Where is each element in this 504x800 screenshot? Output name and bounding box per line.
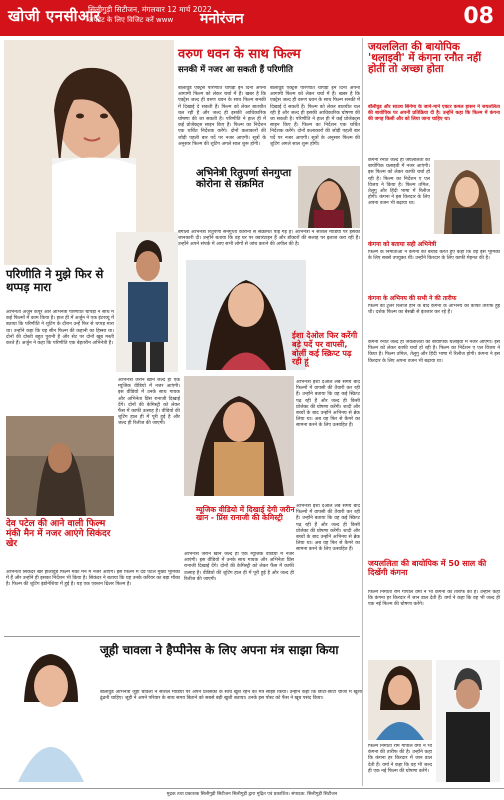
kangana-subhead-1: कंगना को बताया सही अभिनेत्री bbox=[368, 241, 437, 248]
juhi-headline: जूही चावला ने हैप्पीनेस के लिए अपना मंत्र साझा किया bbox=[100, 643, 339, 657]
kangana-body-3: फिल्म का ट्रेलर रिलीज होने के बाद कंगना के अभिनय की काफी तारीफ हुई थी। दर्शक फिल्म का बेसब्री से इंतजार कर रहे हैं। bbox=[368, 304, 500, 316]
dev-body: अभिनेता सिकंदर खेर हॉलीवुड फिल्म मंकी मैन में नजर आएंगे। इस फिल्म में देव पटेल मुख्य भूमिका में हैं और उन्होंने ही इसका निर्देशन भी किया है। सिकंदर ने बताया कि यह उनके करियर का बड़ा मौका है। फिल्म की शूटिंग इंडोनेशिया में हुई है। यह एक एक्शन थ्रिलर फिल्म है। bbox=[6, 570, 180, 588]
kangana-subhead-2: कंगना के अभिनय की सभी ने की तारीफ bbox=[368, 295, 457, 302]
video-photo bbox=[184, 376, 294, 496]
masthead-logo: खोजी एनसीआर bbox=[8, 7, 101, 25]
juhi-body: बॉलीवुड अभिनेत्री जूही चावला ने सोशल मीडिया पर अपने प्रशंसकों के साथ खुश रहने का मंत्र साझा किया। उन्होंने कहा कि छोटी-छोटी चीजों में खुशी ढूंढनी चाहिए। जूही ने अपने परिवार के साथ समय बिताने को सबसे बड़ी खुशी बताया। उनके इस पोस्ट को फैंस ने खूब पसंद किया। bbox=[100, 690, 362, 702]
ritupurna-body: बंगाली अभिनेत्री रितुपर्णा सेनगुप्ता कोरोना से संक्रमित पाई गई हैं। अभिनेत्री ने सोशल मीडिया पर इसकी जानकारी दी। उन्होंने बताया कि वह घर पर क्वारंटाइन हैं और डॉक्टरों की सलाह पर इलाज करा रही हैं। उन्होंने अपने संपर्क में आए सभी लोगों से जांच कराने की अपील की है। bbox=[178, 230, 360, 248]
esha-photo bbox=[186, 260, 306, 370]
video-body: अभिनेत्री जरीन खान जल्द ही एक म्यूजिक वीडियो में नजर आएंगी। इस वीडियो में उनके साथ गायक और अभिनेता प्रिंस रानाजी दिखाई देंगे। दोनों की केमिस्ट्री को लेकर फैंस में काफी उत्साह है। वीडियो की शूटिंग हाल ही में पूरी हुई है और जल्द ही रिलीज की जाएगी। bbox=[184, 552, 294, 582]
footer-imprint: मुद्रक तथा प्रकाशक सिलीगुड़ी सिटीजन सिलीगुड़ी द्वारा मुद्रित एवं प्रकाशित। संपादक: सिलीगुड़ी सिटीजन bbox=[0, 788, 504, 800]
varun-headline-line1: वरुण धवन के साथ फिल्म bbox=[178, 47, 301, 62]
varun-body-2: बॉलीवुड एक्ट्रेस परिणीति चोपड़ा इन दिनों अपनी आगामी फिल्म को लेकर चर्चा में हैं। खबर है कि एक्ट्रेस जल्द ही वरुण धवन के साथ फिल्म सनकी में दिखाई दे सकती हैं। फिल्म को लेकर बातचीत चल रही है और जल्द ही इसकी आधिकारिक घोषणा की जा सकती है। परिणीति ने हाल ही में कई प्रोजेक्ट्स साइन किए हैं। फिल्म का निर्देशन एक चर्चित निर्देशक करेंगे। दोनों कलाकारों की जोड़ी पहली बार पर्दे पर नजर आएगी। सूत्रों के अनुसार फिल्म की शूटिंग अगले साल शुरू होगी। bbox=[270, 86, 360, 147]
section-title: मनोरंजन bbox=[200, 11, 244, 27]
juhi-photo bbox=[6, 642, 96, 782]
dev-headline: देव पटेल की आने वाली फिल्म मंकी मैन में नजर आएंगे सिकंदर खेर bbox=[6, 519, 111, 549]
kangana-body-2: फिल्म के निर्माताओं ने कंगना का बचाव करते हुए कहा कि वह इस भूमिका के लिए सबसे उपयुक्त थीं। उन्होंने किरदार के लिए काफी मेहनत की है। bbox=[368, 250, 500, 262]
ritupurna-photo bbox=[298, 166, 360, 228]
ritupurna-headline: अभिनेत्री रितुपर्णा सेनगुप्ता कोरोना से संक्रमित bbox=[196, 168, 292, 190]
kangana-lead: बॉलीवुड और साउथ सिनेमा के जाने-माने एक्टर कमल हासन ने जयललिता की बायोपिक पर अपनी प्रतिक्रिया दी है। उन्होंने कहा कि फिल्म में कंगना की जगह किसी और को लिया जाना चाहिए था। bbox=[368, 104, 500, 123]
dev-photo bbox=[6, 416, 114, 516]
kangana-body-4: कंगना रनौत जल्द ही जयललिता की बायोपिक थलाइवी में नजर आएंगी। इस फिल्म को लेकर काफी चर्चा हो रही है। फिल्म का निर्देशन ए एल विजय ने किया है। फिल्म तमिल, तेलुगु और हिंदी भाषा में रिलीज होगी। कंगना ने इस किरदार के लिए अपना वजन भी बढ़ाया था। bbox=[368, 340, 500, 364]
masthead-subline: अपडेट के लिए विजिट करें www bbox=[88, 16, 174, 24]
rgv-body-2: फिल्म निर्माता राम गोपाल वर्मा ने भी कंगना की तारीफ की है। उन्होंने कहा कि कंगना हर किरदार में जान डाल देती हैं। वर्मा ने कहा कि वह भी जल्द ही एक नई फिल्म की घोषणा करेंगे। bbox=[368, 744, 432, 774]
rgv-body: फिल्म निर्माता राम गोपाल वर्मा ने भी कंगना की तारीफ की है। उन्होंने कहा कि कंगना हर किरदार में जान डाल देती हैं। वर्मा ने कहा कि वह भी जल्द ही एक नई फिल्म की घोषणा करेंगे। bbox=[368, 590, 500, 608]
page-number: 08 bbox=[463, 4, 494, 29]
varun-headline-2: सनकी में नजर आ सकती हैं परिणीति bbox=[178, 65, 293, 75]
kangana-body: कंगना रनौत जल्द ही जयललिता की बायोपिक थलाइवी में नजर आएंगी। इस फिल्म को लेकर काफी चर्चा हो रही है। फिल्म का निर्देशन ए एल विजय ने किया है। फिल्म तमिल, तेलुगु और हिंदी भाषा में रिलीज होगी। कंगना ने इस किरदार के लिए अपना वजन भी बढ़ाया था। bbox=[368, 158, 430, 207]
column-divider bbox=[362, 38, 363, 786]
parineeti-headline: परिणीति ने मुझे फिर से थप्पड़ मारा bbox=[6, 267, 104, 294]
arjun-photo bbox=[116, 232, 178, 372]
video-body-intro: अभिनेत्री जरीन खान जल्द ही एक म्यूजिक वीडियो में नजर आएंगी। इस वीडियो में उनके साथ गायक और अभिनेता प्रिंस रानाजी दिखाई देंगे। दोनों की केमिस्ट्री को लेकर फैंस में काफी उत्साह है। वीडियो की शूटिंग हाल ही में पूरी हुई है और जल्द ही रिलीज की जाएगी। bbox=[118, 378, 180, 427]
juhi-photo-2 bbox=[368, 660, 432, 740]
kangana-photo bbox=[434, 160, 500, 234]
kangana-headline: जयललिता की बायोपिक 'थलाइवी' में कंगना रनौत नहीं होतीं तो अच्छा होता bbox=[368, 41, 482, 76]
esha-body: अभिनेत्री ईशा देओल लंबे समय बाद फिल्मों में वापसी की तैयारी कर रही हैं। उन्होंने बताया कि वह कई स्क्रिप्ट पढ़ रही हैं और जल्द ही किसी प्रोजेक्ट की घोषणा करेंगी। शादी और बच्चों के बाद उन्होंने अभिनय से ब्रेक लिया था। अब वह फिर से कैमरे का सामना करने के लिए उत्साहित हैं। bbox=[296, 380, 360, 429]
video-headline: म्यूजिक वीडियो में दिखाई देगी जरीन खान - प्रिंस रानाजी की केमिस्ट्री bbox=[196, 505, 295, 523]
esha-headline: ईशा देओल फिर करेंगी बड़े पर्दे पर वापसी, बोलीं कई स्क्रिप्ट पढ़ रही हूं bbox=[292, 331, 358, 367]
video-body-2: अभिनेत्री ईशा देओल लंबे समय बाद फिल्मों में वापसी की तैयारी कर रही हैं। उन्होंने बताया कि वह कई स्क्रिप्ट पढ़ रही हैं और जल्द ही किसी प्रोजेक्ट की घोषणा करेंगी। शादी और बच्चों के बाद उन्होंने अभिनय से ब्रेक लिया था। अब वह फिर से कैमरे का सामना करने के लिए उत्साहित हैं। bbox=[296, 504, 360, 553]
masthead-date: सिलीगुड़ी सिटीजन, मंगलवार 12 मार्च 2022 bbox=[88, 5, 212, 14]
varun-headline bbox=[178, 48, 360, 62]
parineeti-body: अभिनेता अर्जुन कपूर और अभिनेत्री परिणीति चोपड़ा ने साथ में कई फिल्मों में काम किया है। हाल ही में अर्जुन ने एक इंटरव्यू में बताया कि परिणीति ने शूटिंग के दौरान उन्हें फिर से थप्पड़ मारा था। उन्होंने कहा कि यह सीन फिल्म की कहानी का हिस्सा था। दोनों की दोस्ती बहुत पुरानी है और सेट पर दोनों खूब मस्ती करते हैं। अर्जुन ने कहा कि परिणीति एक बेहतरीन अभिनेत्री हैं। bbox=[6, 310, 114, 347]
divider bbox=[4, 636, 360, 637]
masthead bbox=[0, 0, 504, 36]
rgv-headline: जयललिता की बायोपिक में 50 साल की दिखेंगी कंगना bbox=[368, 559, 487, 577]
rgv-photo bbox=[436, 660, 500, 782]
varun-body: बॉलीवुड एक्ट्रेस परिणीति चोपड़ा इन दिनों अपनी आगामी फिल्म को लेकर चर्चा में हैं। खबर है कि एक्ट्रेस जल्द ही वरुण धवन के साथ फिल्म सनकी में दिखाई दे सकती हैं। फिल्म को लेकर बातचीत चल रही है और जल्द ही इसकी आधिकारिक घोषणा की जा सकती है। परिणीति ने हाल ही में कई प्रोजेक्ट्स साइन किए हैं। फिल्म का निर्देशन एक चर्चित निर्देशक करेंगे। दोनों कलाकारों की जोड़ी पहली बार पर्दे पर नजर आएगी। सूत्रों के अनुसार फिल्म की शूटिंग अगले साल शुरू होगी। bbox=[178, 86, 266, 147]
